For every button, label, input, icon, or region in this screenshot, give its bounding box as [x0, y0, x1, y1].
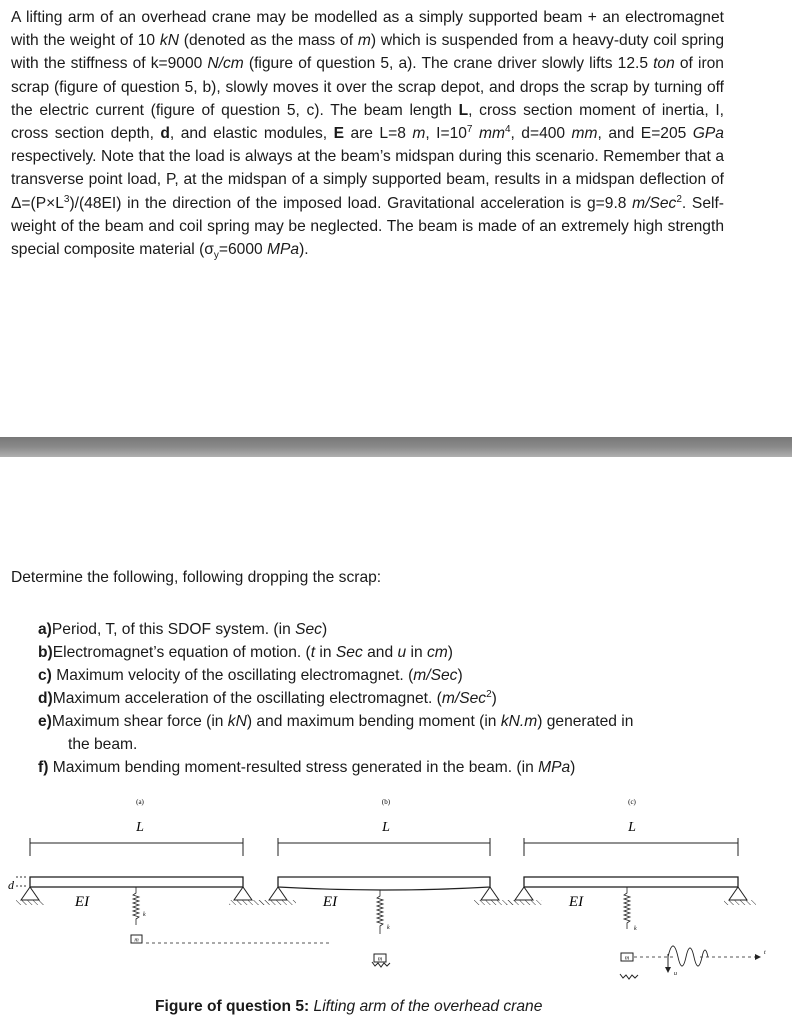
- ground-left-b: [258, 900, 296, 905]
- dimension-line-c: [524, 838, 738, 856]
- beam-b: [278, 877, 490, 890]
- spring-a: [133, 887, 139, 925]
- support-left-c: [515, 887, 533, 900]
- ei-label-a: EI: [74, 894, 90, 910]
- panel-a: [8, 798, 330, 944]
- scrap-b: [372, 962, 390, 967]
- figure-caption: Figure of question 5: Lifting arm of the overhead crane: [155, 998, 543, 1015]
- support-right-a: [234, 887, 252, 900]
- ei-label-b: EI: [322, 894, 338, 910]
- ei-label-c: EI: [568, 894, 584, 910]
- support-left-a: [21, 887, 39, 900]
- crane-figure: [0, 794, 792, 994]
- stiffness-label-a: k: [143, 912, 146, 918]
- panel-b-label: (b): [381, 798, 391, 806]
- ground-right-c: [724, 900, 756, 905]
- question-d: d)Maximum acceleration of the oscillating electromagnet. (m/Sec$^2$): [38, 688, 497, 707]
- support-right-c: [729, 887, 747, 900]
- question-b: b)Electromagnet’s equation of motion. (t in Sec and u in cm): [38, 644, 453, 661]
- panel-b: [258, 798, 516, 967]
- ground-left-c: [506, 900, 542, 905]
- support-right-b: [481, 887, 499, 900]
- t-label: t: [764, 950, 766, 956]
- panel-c-label: (c): [628, 798, 636, 806]
- spring-c: [624, 887, 630, 929]
- length-label-c: L: [628, 820, 636, 835]
- stiffness-label-b: k: [387, 925, 390, 931]
- mass-label-b: m: [377, 956, 383, 963]
- t-arrow: [755, 954, 761, 960]
- question-a: a)Period, T, of this SDOF system. (in Sec): [38, 621, 328, 638]
- question-f: f) Maximum bending moment-resulted stress generated in the beam. (in MPa): [38, 759, 576, 776]
- beam-a: [30, 877, 243, 887]
- page-divider: [0, 437, 792, 457]
- stiffness-label-c: k: [634, 926, 637, 932]
- question-c: c) Maximum velocity of the oscillating electromagnet. (m/Sec): [38, 667, 463, 684]
- panel-c: [506, 798, 766, 979]
- spring-b: [377, 890, 383, 934]
- u-arrow: [665, 967, 671, 973]
- problem-statement: A lifting arm of an overhead crane may be modelled as a simply supported beam + an electromagnet with the weight of 10 kN (denoted as the mass of m) which is suspended from a heavy-duty coil spring with the stiffness of k=9000 N/cm (figure of question 5, a). The crane driver slowly lifts 12.5 ton of iron scrap (figure of question 5, b), slowly moves it over the scrap depot, and drops the scrap by turning off the electric current (figure of question 5, c). The beam length L, cross section moment of inertia, I, cross section depth, d, and elastic modules, E are L=8 m, $I=10^7$ $mm^4$, d=400 mm, and E=205 GPa respectively. Note that the load is always at the beam’s midspan during this scenario. Remember that a transverse point load, P, at the midspan of a simply supported beam, results in a midspan deflection of $\Delta=(P\times L^3)/(48EI)$ in the direction of the imposed load. Gravitational acceleration is g=9.8 m/Sec$^2$. Self-weight of the beam and coil spring may be neglected. The beam is made of an extremely high strength special composite material ($\sigma_y=6000$ MPa).: [11, 9, 724, 262]
- length-label-b: L: [382, 820, 390, 835]
- mass-label-a: m: [134, 937, 139, 944]
- dimension-line-b: [278, 838, 490, 856]
- ground-left-a: [16, 900, 44, 905]
- questions-intro: Determine the following, following dropping the scrap:: [11, 569, 382, 586]
- beam-c: [524, 877, 738, 887]
- question-list: [38, 618, 728, 779]
- question-e: e)Maximum shear force (in kN) and maximum bending moment (in kN.m) generated in: [38, 713, 634, 730]
- length-label-a: L: [136, 820, 144, 835]
- panel-a-label: (a): [136, 798, 144, 806]
- u-label: u: [674, 971, 677, 977]
- vibration-curve: [668, 946, 708, 966]
- support-left-b: [269, 887, 287, 900]
- question-e-continued: the beam.: [68, 736, 138, 753]
- depth-label: d: [8, 878, 14, 892]
- mass-label-c: m: [624, 955, 630, 962]
- dimension-line-a: [30, 838, 243, 856]
- scrap-c: [620, 974, 638, 979]
